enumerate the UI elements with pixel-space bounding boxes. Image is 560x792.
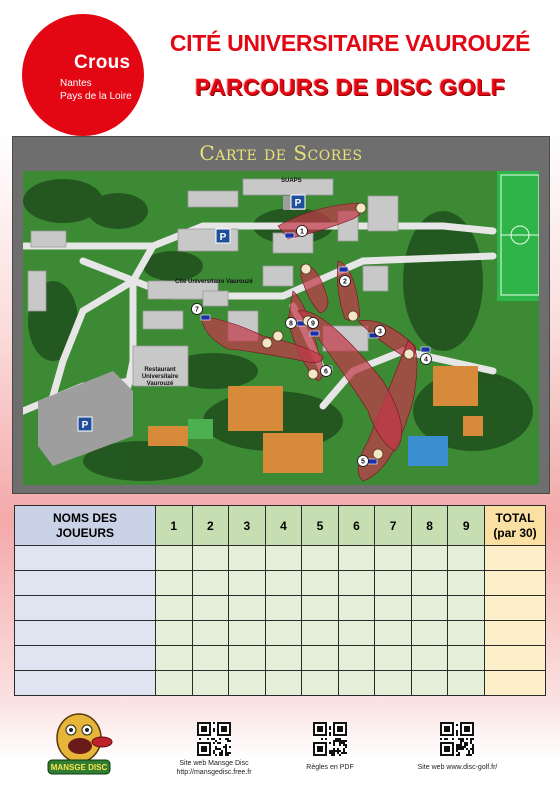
qr-module [213,742,215,744]
total-header-line1: TOTAL [495,510,535,525]
map-title: Carte de Scores [199,141,363,165]
player-name-cell[interactable] [15,621,156,646]
qr-finder [444,746,450,752]
hole-score-cell[interactable] [229,621,266,646]
hole-score-cell[interactable] [448,546,485,571]
qr-module [462,748,464,750]
qr-module [337,740,339,742]
qr-module [219,738,221,740]
hole-score-cell[interactable] [192,671,229,696]
qr-module [472,746,474,748]
qr-finder [444,726,450,732]
total-score-cell[interactable] [485,596,546,621]
qr-module [219,742,221,744]
qr-module [464,746,466,748]
qr-module [345,746,347,748]
course-map [23,171,539,485]
hole-score-cell[interactable] [265,646,302,671]
qr-module [225,746,227,748]
player-row [15,546,546,571]
qr-finder [317,726,323,732]
qr-finder [464,726,470,732]
qr-module [456,748,458,750]
label-suaps: SUAPS [281,178,302,184]
qr-module [456,754,458,756]
qr-module [458,752,460,754]
hole-number-7: 7 [195,306,199,314]
qr-module [458,746,460,748]
qr-module [227,754,229,756]
hole-number-3: 3 [378,328,382,336]
mansge-disc-logo [44,708,114,780]
hole-score-cell[interactable] [375,596,412,621]
qr-module [213,722,215,724]
player-name-cell[interactable] [15,546,156,571]
players-column-header [15,506,156,546]
hole-score-cell[interactable] [411,546,448,571]
hole-number-4: 4 [424,356,428,364]
qr-module [472,750,474,752]
site1-caption-line2[interactable]: http://mansgedisc.free.fr [176,769,252,776]
qr-module [462,740,464,742]
logo-line1: Nantes [60,78,92,89]
parking-letter-1: P [294,198,302,209]
qr-module [458,744,460,746]
player-name-cell[interactable] [15,596,156,621]
qr-module [466,744,468,746]
player-name-cell[interactable] [15,646,156,671]
qr-module [345,740,347,742]
qr-module [221,750,223,752]
qr-module [470,754,472,756]
hole-score-cell[interactable] [192,596,229,621]
player-name-cell[interactable] [15,571,156,596]
qr-module [325,738,327,740]
hole-score-cell[interactable] [375,671,412,696]
qr-module [335,750,337,752]
qr-module [456,744,458,746]
hole-number-9: 9 [311,320,315,328]
hole-score-cell[interactable] [265,596,302,621]
qr-module [456,724,458,726]
qr-module [343,752,345,754]
hole-score-cell[interactable] [411,621,448,646]
qr-module [460,738,462,740]
hole-score-cell[interactable] [265,546,302,571]
parking-letter-3: P [81,420,89,431]
hole-score-cell[interactable] [302,571,339,596]
scorecard-header-row [15,506,546,546]
qr-module [225,752,227,754]
player-name-cell[interactable] [15,671,156,696]
label-restaurant-1: Restaurant [144,367,176,373]
qr-module [217,748,219,750]
page-subtitle: PARCOURS DE DISC GOLF [194,74,506,100]
qr-module [215,740,217,742]
site1-caption-line1: Site web Mansge Disc [179,760,249,767]
player-row [15,621,546,646]
qr-module [339,738,341,740]
qr-module [456,746,458,748]
qr-module [225,744,227,746]
mascot-pupil-right [85,728,89,732]
qr-module [470,742,472,744]
qr-module [333,752,335,754]
hole-score-cell[interactable] [338,546,375,571]
qr-module [341,752,343,754]
hole-header-3: 3 [229,506,266,546]
qr-module [337,750,339,752]
qr-module [329,750,331,752]
total-score-cell[interactable] [485,571,546,596]
qr-module [335,738,337,740]
qr-module [472,752,474,754]
qr-module [339,742,341,744]
qr-module [333,742,335,744]
hole-header-5: 5 [302,506,339,546]
qr-module [329,726,331,728]
qr-module [468,752,470,754]
scorecard-table [14,505,546,696]
qr-module [215,754,217,756]
qr-module [221,754,223,756]
hole-score-cell[interactable] [448,621,485,646]
hole-score-cell[interactable] [192,621,229,646]
qr-module [331,750,333,752]
hole-score-cell[interactable] [229,546,266,571]
hole-header-9: 9 [448,506,485,546]
qr-module [460,746,462,748]
hole-score-cell[interactable] [156,571,193,596]
qr-module [472,738,474,740]
total-column-header [485,506,546,546]
qr-module [225,738,227,740]
hole-header-4: 4 [265,506,302,546]
hole-score-cell[interactable] [448,671,485,696]
mascot-pupil-left [69,728,73,732]
hole-score-cell[interactable] [265,621,302,646]
label-cite: Cité Universitaire Vaurouzé [175,279,253,285]
qr-module [217,742,219,744]
qr-code-discgolf [440,722,474,756]
qr-module [440,738,442,740]
qr-finder [337,726,343,732]
qr-finder [201,746,207,752]
hole-score-cell[interactable] [192,646,229,671]
qr-finder [317,746,323,752]
qr-module [468,750,470,752]
qr-module [460,744,462,746]
qr-module [456,730,458,732]
hole-header-2: 2 [192,506,229,546]
label-restaurant-3: Vaurouzé [146,381,174,387]
qr-module [331,752,333,754]
qr-module [446,738,448,740]
qr-module [333,748,335,750]
hole-score-cell[interactable] [302,671,339,696]
qr-module [339,750,341,752]
hole-score-cell[interactable] [338,596,375,621]
qr-module [215,746,217,748]
hole-score-cell[interactable] [411,671,448,696]
qr-module [462,738,464,740]
hole-header-6: 6 [338,506,375,546]
qr-module [470,738,472,740]
hole-number-2: 2 [343,278,347,286]
qr-module [468,754,470,756]
qr-module [333,744,335,746]
qr-module [229,746,231,748]
qr-module [470,740,472,742]
qr-code-rules [313,722,347,756]
hole-score-cell[interactable] [192,571,229,596]
qr-module [460,742,462,744]
qr-module [452,738,454,740]
hole-score-cell[interactable] [156,646,193,671]
qr-module [460,740,462,742]
mascot-disc [92,737,112,747]
qr-module [466,754,468,756]
qr-module [456,734,458,736]
hole-score-cell[interactable] [302,621,339,646]
hole-score-cell[interactable] [156,621,193,646]
qr-module [339,744,341,746]
qr-module [456,750,458,752]
qr-module [335,740,337,742]
hole-score-cell[interactable] [265,571,302,596]
hole-score-cell[interactable] [302,546,339,571]
qr-module [215,748,217,750]
qr-module [464,742,466,744]
qr-code-mansgedisc-image [197,722,231,756]
hole-score-cell[interactable] [156,596,193,621]
player-row [15,671,546,696]
qr-module [213,728,215,730]
hole-score-cell[interactable] [448,596,485,621]
qr-module [470,748,472,750]
qr-module [321,738,323,740]
qr-code-rules-image [313,722,347,756]
qr-module [343,744,345,746]
qr-module [225,754,227,756]
mascot-head [57,714,101,762]
total-header-line2: (par 30) [493,525,537,540]
hole-score-cell[interactable] [302,596,339,621]
hole-score-cell[interactable] [265,671,302,696]
qr-module [199,738,201,740]
qr-module [466,742,468,744]
hole-number-1: 1 [300,228,304,236]
qr-module [223,746,225,748]
qr-module [225,750,227,752]
qr-module [227,738,229,740]
qr-finder [201,726,207,732]
qr-finder [221,726,227,732]
qr-module [462,746,464,748]
qr-module [444,738,446,740]
qr-module [329,752,331,754]
hole-score-cell[interactable] [411,646,448,671]
players-header-line1: NOMS DES [52,510,117,525]
qr-module [333,754,335,756]
qr-module [458,754,460,756]
hole-score-cell[interactable] [192,546,229,571]
player-row [15,646,546,671]
parking-letter-2: P [219,232,227,243]
qr-module [458,738,460,740]
qr-module [227,752,229,754]
qr-module [219,754,221,756]
rules-caption[interactable]: Règles en PDF [306,764,354,771]
total-score-cell[interactable] [485,621,546,646]
hole-score-cell[interactable] [448,646,485,671]
qr-code-discgolf-image [440,722,474,756]
qr-module [464,744,466,746]
total-score-cell[interactable] [485,671,546,696]
hole-score-cell[interactable] [302,646,339,671]
qr-module [211,738,213,740]
hole-score-cell[interactable] [229,646,266,671]
qr-module [345,744,347,746]
mascot-mouth [68,738,92,754]
qr-module [329,742,331,744]
qr-module [337,752,339,754]
qr-module [213,750,215,752]
qr-module [466,748,468,750]
qr-module [227,740,229,742]
qr-code-mansgedisc [197,722,231,756]
qr-module [460,748,462,750]
qr-module [343,740,345,742]
course-map-drawing [23,171,539,485]
hole-number-8: 8 [289,320,293,328]
player-row [15,571,546,596]
qr-module [221,752,223,754]
qr-module [456,732,458,734]
total-score-cell[interactable] [485,546,546,571]
hole-header-8: 8 [411,506,448,546]
qr-module [458,748,460,750]
hole-score-cell[interactable] [156,671,193,696]
hole-score-cell[interactable] [375,571,412,596]
qr-module [329,734,331,736]
hole-header-7: 7 [375,506,412,546]
scorecard-body [15,546,546,696]
hole-header-1: 1 [156,506,193,546]
mascot-label: MANSGE DISC [50,763,108,772]
qr-module [466,738,468,740]
qr-module [337,738,339,740]
players-header-line2: JOUEURS [55,525,114,540]
qr-module [343,748,345,750]
hole-score-cell[interactable] [229,671,266,696]
qr-module [213,730,215,732]
crous-logo [22,14,144,136]
qr-module [329,732,331,734]
map-panel [12,136,550,494]
qr-module [331,754,333,756]
qr-module [341,742,343,744]
hole-score-cell[interactable] [375,646,412,671]
qr-module [337,748,339,750]
qr-module [341,740,343,742]
player-row [15,596,546,621]
qr-module [229,752,231,754]
label-restaurant-2: Universitaire [141,374,179,380]
hole-score-cell[interactable] [338,646,375,671]
hole-score-cell[interactable] [375,546,412,571]
hole-score-cell[interactable] [338,571,375,596]
qr-module [329,728,331,730]
hole-score-cell[interactable] [229,571,266,596]
logo-line2: Pays de la Loire [60,91,132,102]
hole-score-cell[interactable] [229,596,266,621]
hole-score-cell[interactable] [411,596,448,621]
qr-module [339,740,341,742]
qr-module [339,754,341,756]
qr-module [333,740,335,742]
hole-number-6: 6 [324,368,328,376]
qr-module [213,738,215,740]
hole-score-cell[interactable] [448,571,485,596]
qr-module [343,750,345,752]
hole-score-cell[interactable] [338,621,375,646]
qr-module [343,742,345,744]
hole-score-cell[interactable] [411,571,448,596]
qr-module [213,752,215,754]
qr-module [333,750,335,752]
qr-module [225,748,227,750]
total-score-cell[interactable] [485,646,546,671]
qr-module [207,738,209,740]
qr-module [345,752,347,754]
qr-module [219,752,221,754]
hole-score-cell[interactable] [375,621,412,646]
qr-module [472,744,474,746]
page-title: CITÉ UNIVERSITAIRE VAUROUZÉ [169,30,531,56]
qr-module [229,740,231,742]
qr-module [219,748,221,750]
soccer-field [497,171,539,301]
mascot-drawing [44,708,114,780]
hole-number-5: 5 [361,458,365,466]
qr-module [472,748,474,750]
hole-score-cell[interactable] [156,546,193,571]
logo-brand: Crous [74,52,131,73]
hole-score-cell[interactable] [338,671,375,696]
site2-caption[interactable]: Site web www.disc-golf.fr/ [417,764,498,771]
